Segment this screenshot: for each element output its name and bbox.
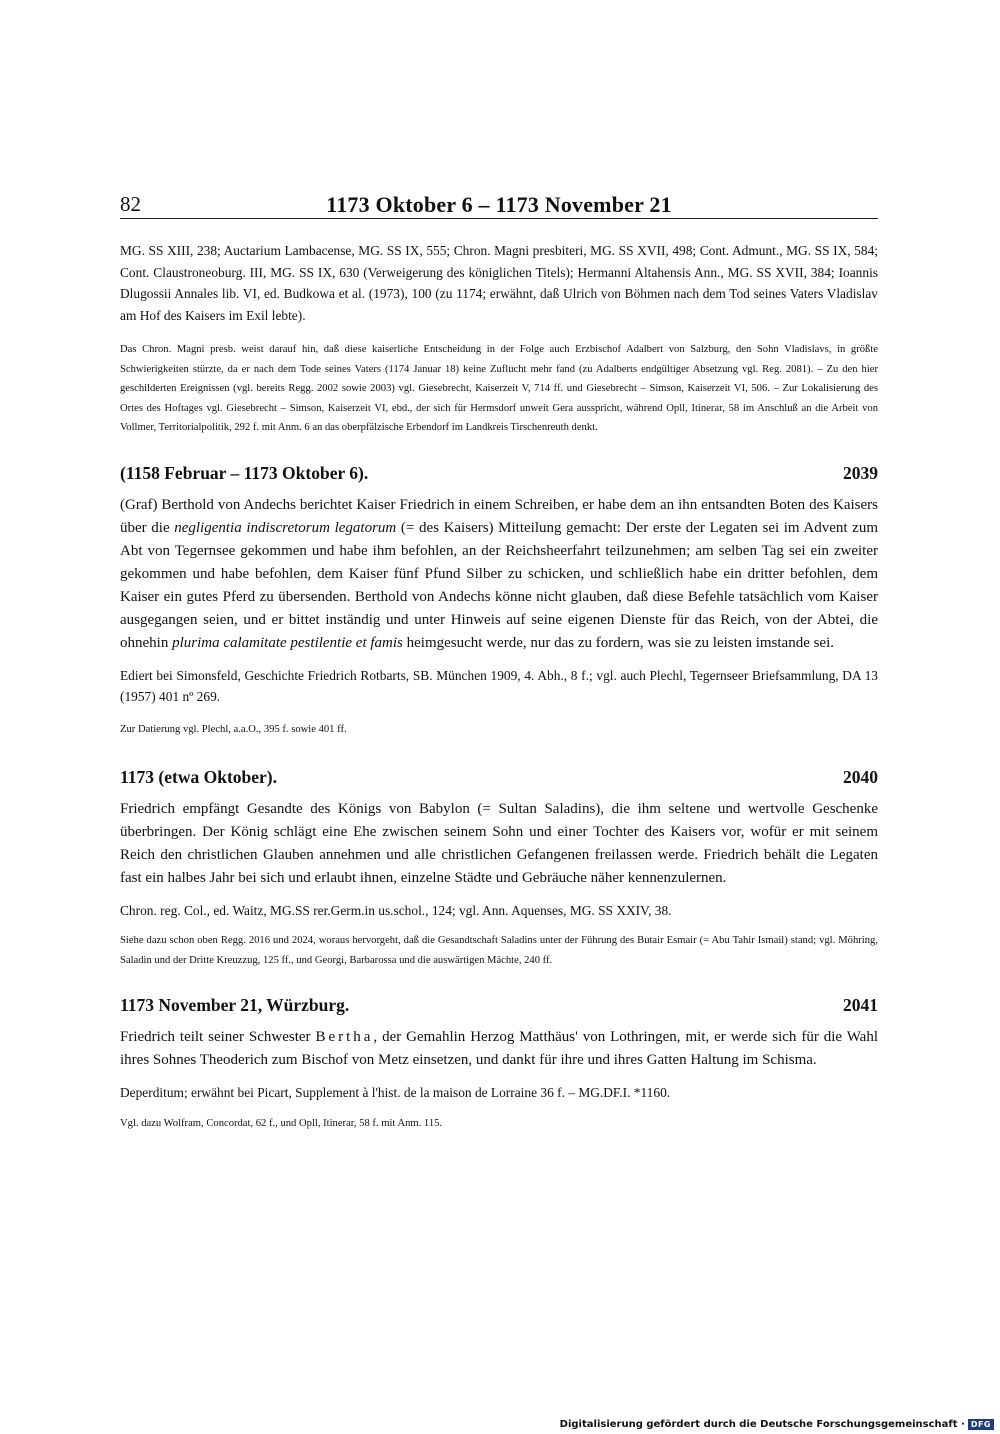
continuation-sources: MG. SS XIII, 238; Auctarium Lambacense, MG. SS IX, 555; Chron. Magni presbiteri, MG. SS XVII, 498; Cont. Admunt., MG. SS IX, 584; Cont. Claustroneoburg. III, MG. SS IX, 630 (Verweigerung des königlichen Titels); Hermanni Altahensis Ann., MG. SS XVII, 384; Ioannis Dlugossii Annales lib. VI, ed. Budkowa et al. (1973), 100 (zu 1174; erwähnt, daß Ulrich von Böhmen nach dem Tod seines Vaters Vladislav am Hof des Kaisers im Exil lebte). [120, 243, 878, 323]
latin-quote: plurima calamitate pestilentie et famis [172, 634, 403, 651]
running-head [120, 192, 878, 220]
regest-text-2039 [120, 494, 878, 655]
regest-date: (1158 Februar – 1173 Oktober 6). [120, 462, 369, 483]
regest-number: 2040 [843, 766, 878, 787]
regest-note-2040: Siehe dazu schon oben Regg. 2016 und 2024, woraus hervorgeht, daß die Gesandtschaft Saladins unter der Führung des Butair Esmair (= Abu Tahir Ismail) stand; vgl. Möhring, Saladin und der Dritte Kreuzzug, 125 ff., und Georgi, Barbarossa und die auswärtigen Mächte, 240 ff. [120, 935, 878, 966]
regest-note-2039: Zur Datierung vgl. Plechl, a.a.O., 395 f. sowie 401 ff. [120, 723, 347, 735]
regest-sources-2040: Chron. reg. Col., ed. Waitz, MG.SS rer.Germ.in us.schol., 124; vgl. Ann. Aquenses, MG. SS XXIV, 38. [120, 902, 672, 918]
text-segment: heimgesucht werde, nur das zu fordern, was sie zu leisten imstande sei. [402, 634, 835, 651]
header-rule [120, 218, 878, 219]
funding-footer [560, 1419, 994, 1430]
page-number: 82 [120, 192, 141, 216]
dfg-logo: DFG [968, 1419, 994, 1430]
regest-text-2041 [120, 1026, 878, 1072]
person-name-spaced: Bertha [315, 1029, 374, 1046]
regest-date: 1173 (etwa Oktober). [120, 766, 277, 787]
regest-note-2041: Vgl. dazu Wolfram, Concordat, 62 f., und Opll, Itinerar, 58 f. mit Anm. 115. [120, 1117, 443, 1129]
funding-text: Digitalisierung gefördert durch die Deutsche Forschungsgemeinschaft · [559, 1419, 965, 1430]
regest-heading-2041 [120, 995, 878, 1016]
regest-date: 1173 November 21, Würzburg. [120, 995, 350, 1016]
regest-sources-2039: Ediert bei Simonsfeld, Geschichte Friedrich Rotbarts, SB. München 1909, 4. Abh., 8 f.; vgl. auch Plechl, Tegernseer Briefsammlung, DA 13 (1957) 401 nº 269. [120, 667, 878, 705]
text-segment: Friedrich teilt seiner Schwester [120, 1029, 316, 1046]
text-segment: , der Gemahlin Herzog Matthäus' von Lothringen, mit, er werde sich für die Wahl ihres Sohnes Theoderich zum Bischof von Metz einsetzen, und dankt für ihre und ihres Gatten Haltung im Schisma. [120, 1029, 878, 1069]
regest-number: 2041 [843, 995, 878, 1016]
continuation-note: Das Chron. Magni presb. weist darauf hin, daß diese kaiserliche Entscheidung in der Folge auch Erzbischof Adalbert von Salzburg, den Sohn Vladislavs, in größte Schwierigkeiten stürzte, da er nach dem Tode seines Vaters (1174 Januar 18) keine Zuflucht mehr fand (zu Adalberts endgültiger Absetzung vgl. Reg. 2081). – Zu den hier geschilderten Ereignissen (vgl. bereits Regg. 2002 sowie 2003) vgl. Giesebrecht, Kaiserzeit V, 714 ff. und Giesebrecht – Simson, Kaiserzeit VI, 506. – Zur Lokalisierung des Ortes des Hoftages vgl. Giesebrecht – Simson, Kaiserzeit VI, ebd., der sich für Hermsdorf unweit Gera ausspricht, während Opll, Itinerar, 58 im Anschluß an die Arbeit von Vollmer, Territorialpolitik, 292 f. mit Anm. 6 an das oberpfälzische Erbendorf im Landkreis Tirschenreuth denkt. [120, 344, 878, 434]
regest-heading-2039 [120, 463, 878, 484]
text-segment: (Graf) Berthold von Andechs berichtet Kaiser Friedrich in einem Schreiben, er habe dem an ihn entsandten Boten des Kaisers über die [120, 496, 878, 536]
running-title: 1173 Oktober 6 – 1173 November 21 [326, 192, 672, 217]
regest-text-2040: Friedrich empfängt Gesandte des Königs von Babylon (= Sultan Saladins), die ihm seltene und wertvolle Geschenke überbringen. Der König schlägt eine Ehe zwischen seinem Sohn und einer Tochter des Kaisers vor, wofür er mit seinem Reich den christlichen Glauben annehmen und alle christlichen Gefangenen freilassen werde. Friedrich behält die Legaten fast ein halbes Jahr bei sich und erlaubt ihnen, einzelne Städte und Gebräuche näher kennenzulernen. [120, 800, 878, 886]
page-content [120, 240, 878, 1133]
text-segment: (= des Kaisers) Mitteilung gemacht: Der erste der Legaten sei im Advent zum Abt von Tegernsee gekommen und habe ihm befohlen, an der Reichsheerfahrt teilzunehmen; am selben Tag sei ein zweiter gekommen und habe befohlen, dem Kaiser fünf Pfund Silber zu schicken, und schließlich habe ein dritter befohlen, dem Kaiser ein gutes Pferd zu übersenden. Berthold von Andechs könne nicht glauben, daß diese Befehle tatsächlich vom Kaiser ausgegangen seien, und er bittet inständig und unter Hinweis auf seine eigenen Dienste für das Reich, von der Abtei, die ohnehin [120, 519, 878, 651]
regest-number: 2039 [843, 462, 878, 483]
regest-sources-2041: Deperditum; erwähnt bei Picart, Supplement à l'hist. de la maison de Lorraine 36 f. – MG.DF.I. *1160. [120, 1085, 671, 1101]
latin-quote: negligentia indiscretorum legatorum [174, 519, 397, 536]
regest-heading-2040 [120, 767, 878, 788]
